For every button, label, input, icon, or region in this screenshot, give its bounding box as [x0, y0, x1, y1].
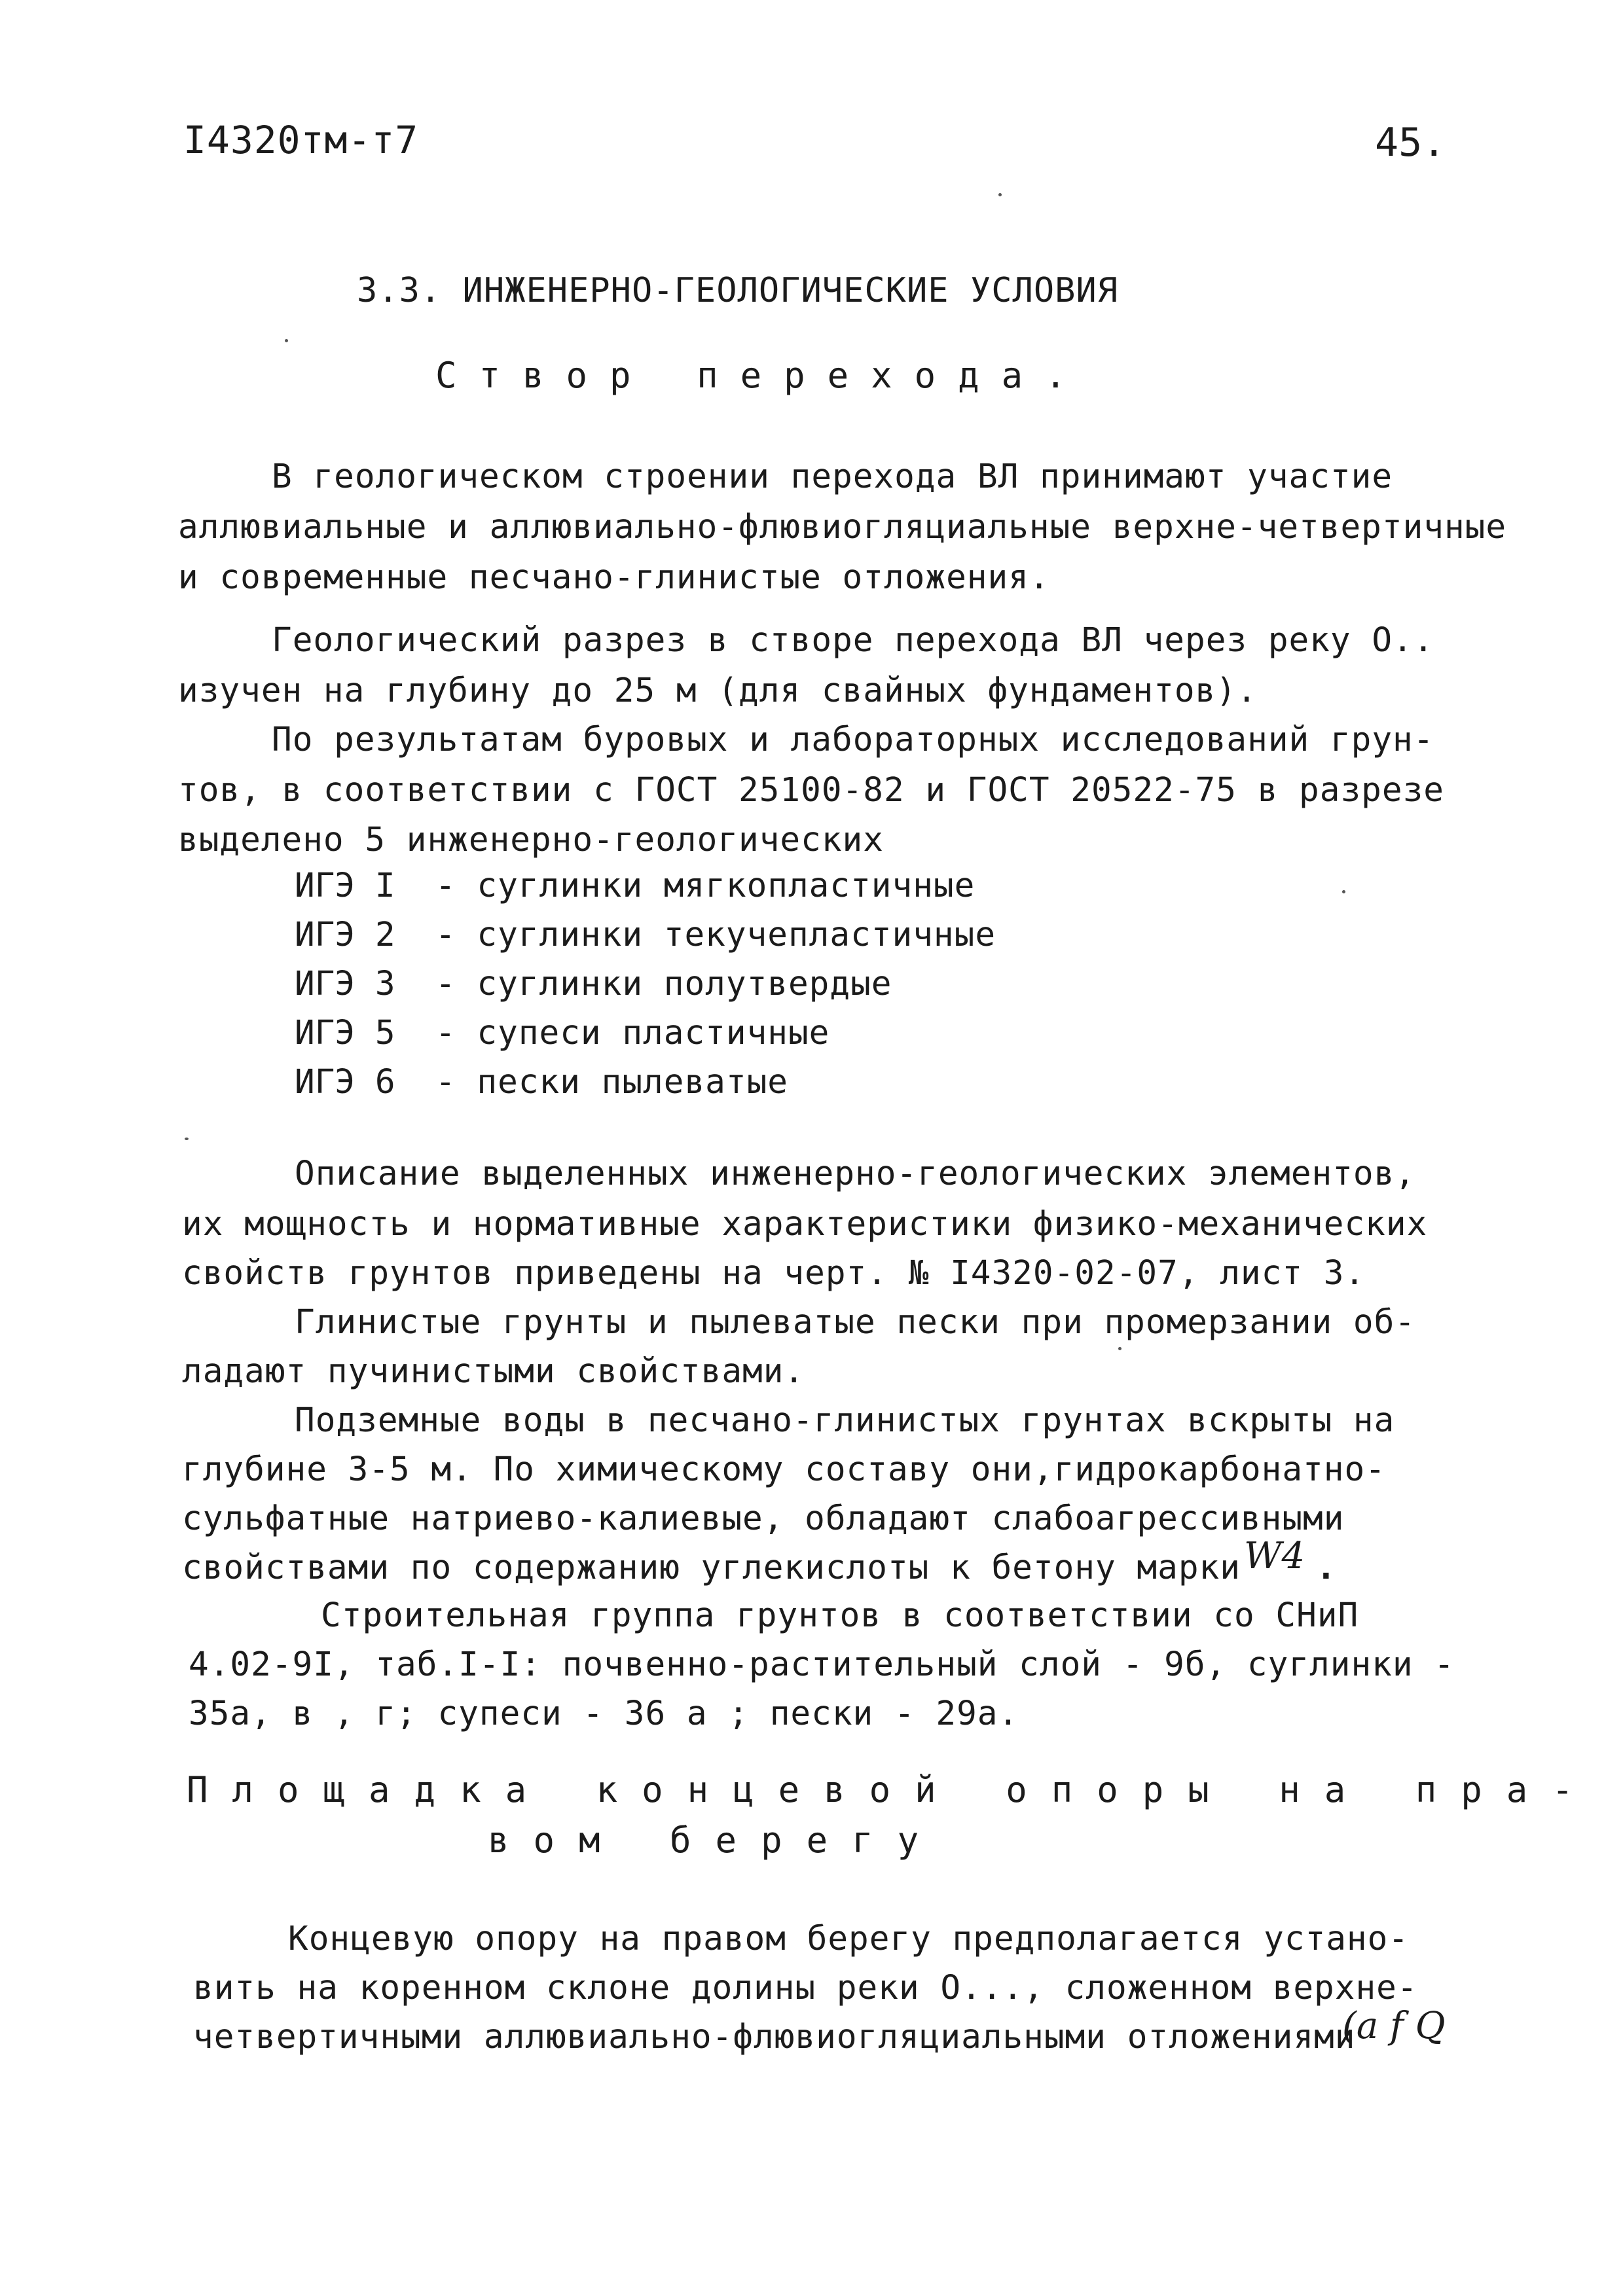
- scan-speck: [185, 1138, 189, 1140]
- paragraph-line: глубине 3-5 м. По химическому составу они,гидрокарбонатно-: [182, 1450, 1386, 1489]
- section-title: 3.3. ИНЖЕНЕРНО-ГЕОЛОГИЧЕСКИЕ УСЛОВИЯ: [357, 271, 1119, 310]
- paragraph-line: Строительная группа грунтов в соответствии со СНиП: [321, 1596, 1359, 1635]
- scan-speck: [1118, 1347, 1122, 1350]
- scan-speck: [998, 193, 1002, 196]
- paragraph-line: четвертичными аллювиально-флювиогляциальными отложениями: [193, 2018, 1356, 2056]
- paragraph-line: свойствами по содержанию углекислоты к бетону марки: [182, 1549, 1241, 1587]
- paragraph-line: и современные песчано-глинистые отложения.: [178, 558, 1050, 597]
- ige-code: ИГЭ I: [295, 867, 395, 905]
- paragraph-line: 4.02-9I, таб.I-I: почвенно-растительный слой - 9б, суглинки -: [189, 1645, 1455, 1684]
- deposit-formula: (a f Q: [1342, 2005, 1446, 2047]
- ige-description: - суглинки текучепластичные: [435, 916, 996, 954]
- bank-heading-line2: вом берегу: [488, 1820, 943, 1861]
- sentence-end: .: [1316, 1549, 1337, 1587]
- ige-code: ИГЭ 6: [295, 1063, 395, 1102]
- paragraph-line: сульфатные натриево-калиевые, обладают слабоагрессивными: [182, 1499, 1345, 1538]
- paragraph-line: ладают пучинистыми свойствами.: [182, 1352, 805, 1391]
- paragraph-line: тов, в соответствии с ГОСТ 25100-82 и ГОСТ 20522-75 в разрезе: [178, 771, 1444, 810]
- ige-description: - суглинки мягкопластичные: [435, 867, 976, 905]
- ige-code: ИГЭ 3: [295, 965, 395, 1003]
- paragraph-line: Подземные воды в песчано-глинистых грунтах вскрыты на: [295, 1401, 1395, 1440]
- document-code: I4320тм-т7: [183, 118, 419, 162]
- paragraph-line: По результатам буровых и лабораторных исследований грун-: [272, 721, 1434, 759]
- page-number: 45.: [1375, 120, 1446, 166]
- ige-description: - пески пылеватые: [435, 1063, 788, 1102]
- ige-code: ИГЭ 5: [295, 1014, 395, 1052]
- paragraph-line: выделено 5 инженерно-геологических: [178, 821, 884, 859]
- paragraph-line: изучен на глубину до 25 м (для свайных фундаментов).: [178, 672, 1258, 710]
- ige-description: - супеси пластичные: [435, 1014, 830, 1052]
- bank-heading-line1: Площадка концевой опоры на пра-: [187, 1769, 1597, 1810]
- scan-speck: [285, 339, 288, 342]
- ige-code: ИГЭ 2: [295, 916, 395, 954]
- paragraph-line: В геологическом строении перехода ВЛ принимают участие: [272, 457, 1393, 496]
- paragraph-line: Концевую опору на правом берегу предполагается устано-: [288, 1920, 1410, 1958]
- paragraph-line: 35а, в , г; супеси - 36 а ; пески - 29а.: [189, 1695, 1019, 1733]
- paragraph-line: свойств грунтов приведены на черт. № I4320-02-07, лист 3.: [182, 1254, 1366, 1293]
- paragraph-line: вить на коренном склоне долины реки О..., сложенном верхне-: [193, 1969, 1418, 2007]
- scan-speck: [1342, 890, 1345, 893]
- paragraph-line: аллювиальные и аллювиально-флювиогляциальные верхне-четвертичные: [178, 508, 1507, 547]
- crossing-heading: Створ перехода.: [435, 355, 1089, 396]
- paragraph-line: Описание выделенных инженерно-геологических элементов,: [295, 1155, 1416, 1193]
- paragraph-line: Глинистые грунты и пылеватые пески при промерзании об-: [295, 1303, 1416, 1342]
- paragraph-line: их мощность и нормативные характеристики физико-механических: [182, 1205, 1428, 1244]
- ige-description: - суглинки полутвердые: [435, 965, 892, 1003]
- paragraph-line: Геологический разрез в створе перехода ВЛ через реку О..: [272, 621, 1434, 660]
- concrete-grade-mark: W4: [1244, 1535, 1305, 1577]
